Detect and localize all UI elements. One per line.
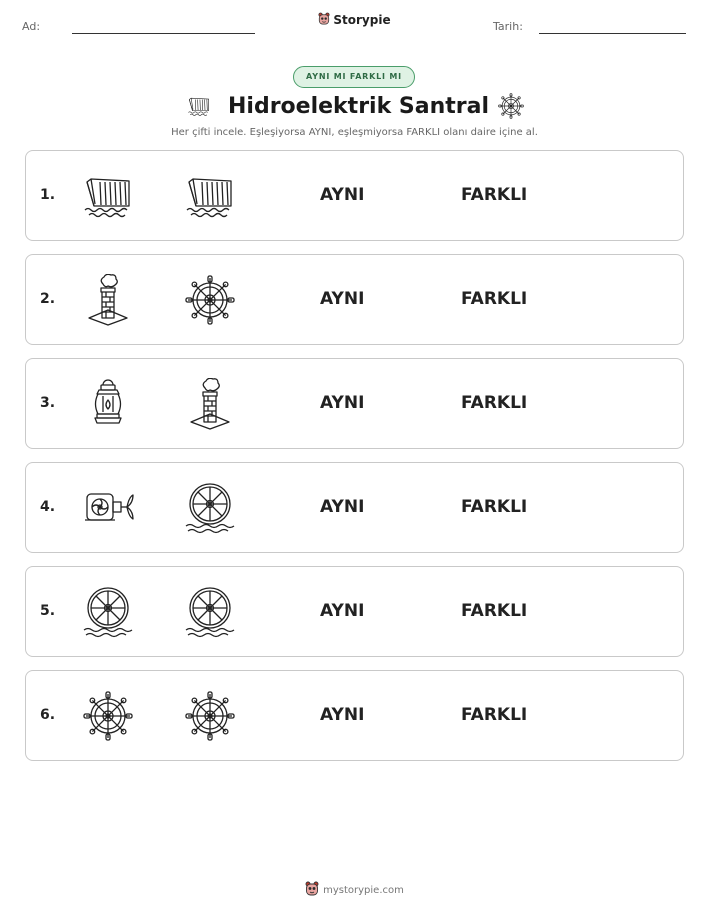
question-card (25, 566, 684, 657)
ship-wheel-icon (81, 690, 135, 742)
question-card (25, 150, 684, 241)
brand (0, 12, 709, 27)
brand-name: Storypie (333, 13, 391, 27)
answer-different[interactable]: FARKLI (461, 185, 528, 205)
turbine-generator-icon (81, 482, 135, 534)
answer-same[interactable]: AYNI (320, 601, 365, 621)
dam-icon (183, 170, 237, 222)
water-wheel-icon (183, 482, 237, 534)
question-number: 1. (40, 187, 56, 203)
answer-different[interactable]: FARKLI (461, 393, 528, 413)
chimney-icon (183, 378, 237, 430)
name-line[interactable] (72, 33, 255, 34)
answer-different[interactable]: FARKLI (461, 497, 528, 517)
name-label: Ad: (22, 20, 41, 33)
question-card (25, 462, 684, 553)
question-number: 4. (40, 499, 56, 515)
storypie-logo-icon (318, 12, 330, 26)
question-number: 6. (40, 707, 56, 723)
answer-same[interactable]: AYNI (320, 705, 365, 725)
title-row (0, 92, 709, 122)
dam-icon (185, 94, 213, 118)
question-number: 5. (40, 603, 56, 619)
dam-icon (81, 170, 135, 222)
lantern-icon (81, 378, 135, 430)
ship-wheel-icon (183, 690, 237, 742)
answer-different[interactable]: FARKLI (461, 601, 528, 621)
answer-same[interactable]: AYNI (320, 393, 365, 413)
instructions: Her çifti incele. Eşleşiyorsa AYNI, eşleşmiyorsa FARKLI olanı daire içine al. (171, 127, 538, 138)
water-wheel-icon (183, 586, 237, 638)
question-number: 2. (40, 291, 56, 307)
answer-different[interactable]: FARKLI (461, 289, 528, 309)
page-title: Hidroelektrik Santral (228, 94, 489, 119)
answer-same[interactable]: AYNI (320, 289, 365, 309)
question-number: 3. (40, 395, 56, 411)
answer-same[interactable]: AYNI (320, 185, 365, 205)
date-line[interactable] (539, 33, 686, 34)
question-card (25, 254, 684, 345)
answer-same[interactable]: AYNI (320, 497, 365, 517)
ship-wheel-icon (497, 92, 525, 120)
date-label: Tarih: (493, 20, 523, 33)
ship-wheel-icon (183, 274, 237, 326)
answer-different[interactable]: FARKLI (461, 705, 528, 725)
footer-url: mystorypie.com (323, 885, 404, 896)
storypie-logo-icon (305, 881, 319, 897)
footer (0, 881, 709, 897)
question-card (25, 670, 684, 761)
water-wheel-icon (81, 586, 135, 638)
question-card (25, 358, 684, 449)
chimney-icon (81, 274, 135, 326)
activity-badge: AYNI MI FARKLI MI (293, 66, 415, 88)
